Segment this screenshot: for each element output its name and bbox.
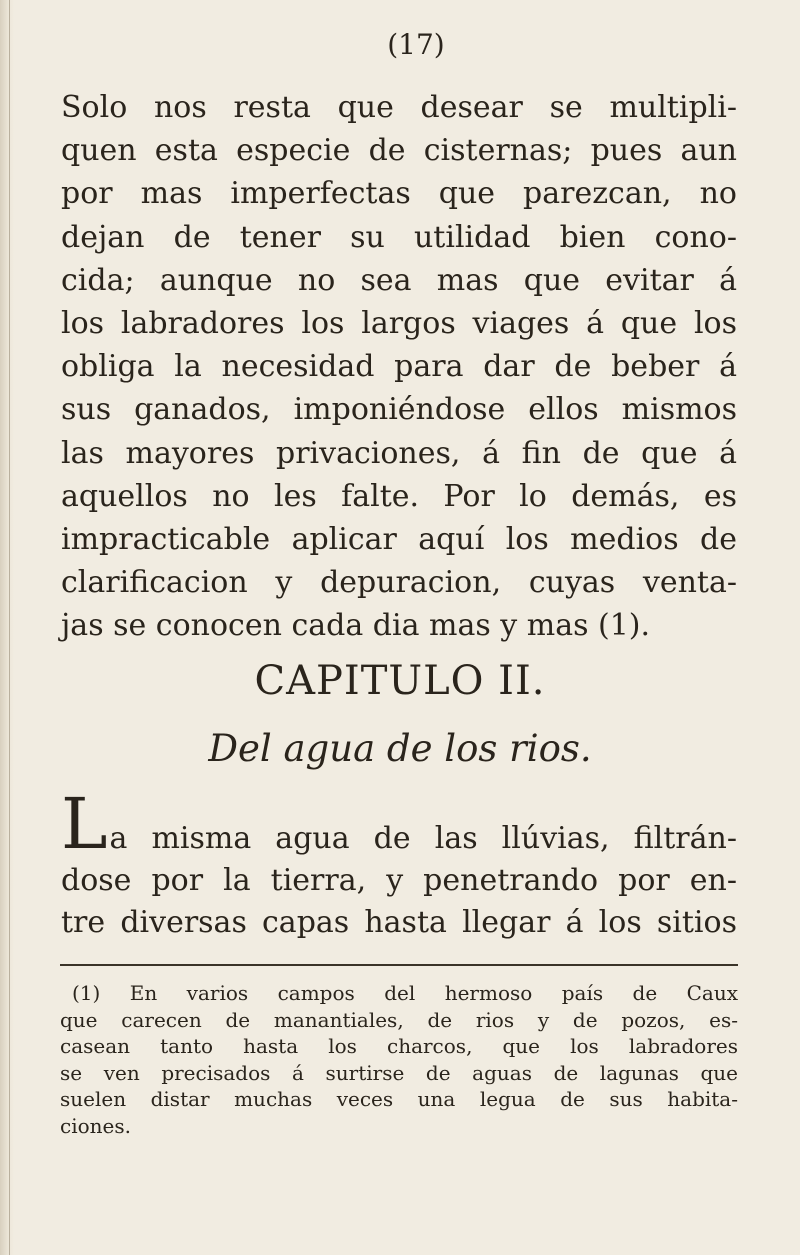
drop-cap-line [61,783,737,865]
text-line: por mas imperfectas que parezcan, no [61,176,737,212]
text-line: obliga la necesidad para dar de beber á [61,349,737,385]
footnote-line: que carecen de manantiales, de rios y de pozos, es- [60,1007,738,1032]
text-line: Solo nos resta que desear se multipli- [61,90,737,125]
text-line: tre diversas capas hasta llegar á los sitios [61,905,737,940]
text-line: sus ganados, imponiéndose ellos mismos [61,392,737,428]
text-line: quen esta especie de cisternas; pues aun [61,133,737,169]
footnote [60,980,738,1139]
text-line: las mayores privaciones, á fin de que á [61,435,737,471]
footnote-line: casean tanto hasta los charcos, que los labradores [60,1034,738,1058]
page-binding-line [9,0,10,1255]
text-line: aquellos no les falte. Por lo demás, es [61,478,737,514]
footnote-line: suelen distar muchas veces una legua de sus habita- [60,1087,738,1111]
text-line: impracticable aplicar aquí los medios de [61,522,737,558]
chapter-title: CAPITULO II. [254,658,546,704]
body-paragraph [61,86,737,648]
text-line: a misma agua de las llúvias, filtrán- [109,821,737,856]
footnote-line: (1) En varios campos del hermoso país de Caux [72,981,738,1005]
text-line: los labradores los largos viages á que los [61,306,737,342]
footnote-divider [60,964,738,966]
text-line: clarificacion y depuracion, cuyas venta- [61,565,737,601]
text-line last-line: jas se conocen cada dia mas y mas (1). [61,608,651,644]
text-line: cida; aunque no sea mas que evitar á [61,262,737,298]
footnote-line: se ven precisados á surtirse de aguas de lagunas que [60,1060,738,1085]
section-title: Del agua de los rios. [208,727,592,770]
text-line: dose por la tierra, y penetrando por en- [61,863,737,898]
footnote-line: ciones. [60,1113,131,1138]
page-binding-edge [0,0,14,1255]
text-line: dejan de tener su utilidad bien cono- [61,219,737,255]
page-number: (17) [387,28,445,61]
chapter-paragraph [61,783,737,944]
drop-cap: L [61,783,108,865]
